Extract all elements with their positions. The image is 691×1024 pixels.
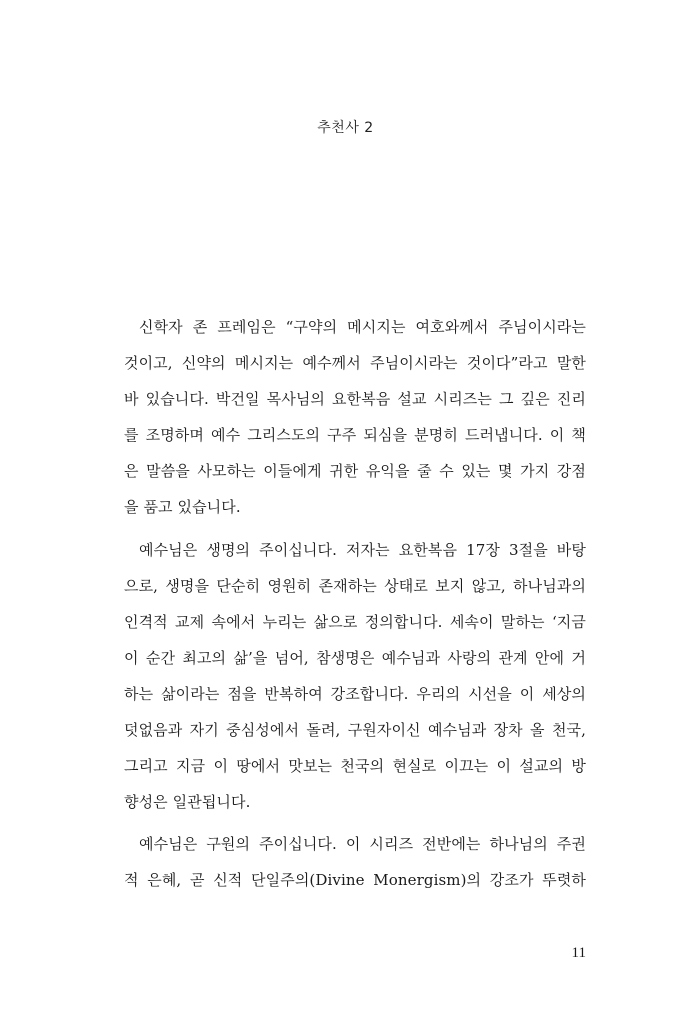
paragraph-line: 덧없음과 자기 중심성에서 돌려, 구원자이신 예수님과 장차 올 천국, bbox=[124, 721, 586, 739]
paragraph-line: 향성은 일관됩니다. bbox=[124, 793, 251, 811]
paragraph-line: 으로, 생명을 단순히 영원히 존재하는 상태로 보지 않고, 하나님과의 bbox=[124, 577, 586, 595]
paragraph-line: 을 품고 있습니다. bbox=[124, 498, 241, 516]
page-number: 11 bbox=[571, 945, 586, 961]
paragraph-line: 그리고 지금 이 땅에서 맛보는 천국의 현실로 이끄는 이 설교의 방 bbox=[124, 757, 586, 775]
running-head: 추천사 2 bbox=[317, 120, 374, 136]
paragraph-line: 적 은혜, 곧 신적 단일주의(Divine Monergism)의 강조가 뚜렷하 bbox=[124, 871, 586, 889]
paragraph-line: 것이고, 신약의 메시지는 예수께서 주님이시라는 것이다”라고 말한 bbox=[124, 354, 586, 372]
paragraph-line: 바 있습니다. 박건일 목사님의 요한복음 설교 시리즈는 그 깊은 진리 bbox=[124, 390, 586, 408]
paragraph-line: 예수님은 생명의 주이십니다. 저자는 요한복음 17장 3절을 바탕 bbox=[139, 541, 586, 559]
paragraph-line: 신학자 존 프레임은 “구약의 메시지는 여호와께서 주님이시라는 bbox=[139, 318, 586, 336]
paragraph-3 bbox=[124, 834, 586, 906]
paragraph-1 bbox=[124, 317, 586, 533]
paragraph-line: 하는 삶이라는 점을 반복하여 강조합니다. 우리의 시선을 이 세상의 bbox=[124, 685, 586, 703]
paragraph-line: 를 조명하며 예수 그리스도의 구주 되심을 분명히 드러냅니다. 이 책 bbox=[124, 426, 586, 444]
paragraph-2 bbox=[124, 540, 586, 828]
paragraph-line: 은 말씀을 사모하는 이들에게 귀한 유익을 줄 수 있는 몇 가지 강점 bbox=[124, 462, 586, 480]
paragraph-line: 인격적 교제 속에서 누리는 삶으로 정의합니다. 세속이 말하는 ‘지금 bbox=[124, 613, 586, 631]
paragraph-line: 예수님은 구원의 주이십니다. 이 시리즈 전반에는 하나님의 주권 bbox=[139, 835, 586, 853]
paragraph-line: 이 순간 최고의 삶’을 넘어, 참생명은 예수님과 사랑의 관계 안에 거 bbox=[124, 649, 586, 667]
